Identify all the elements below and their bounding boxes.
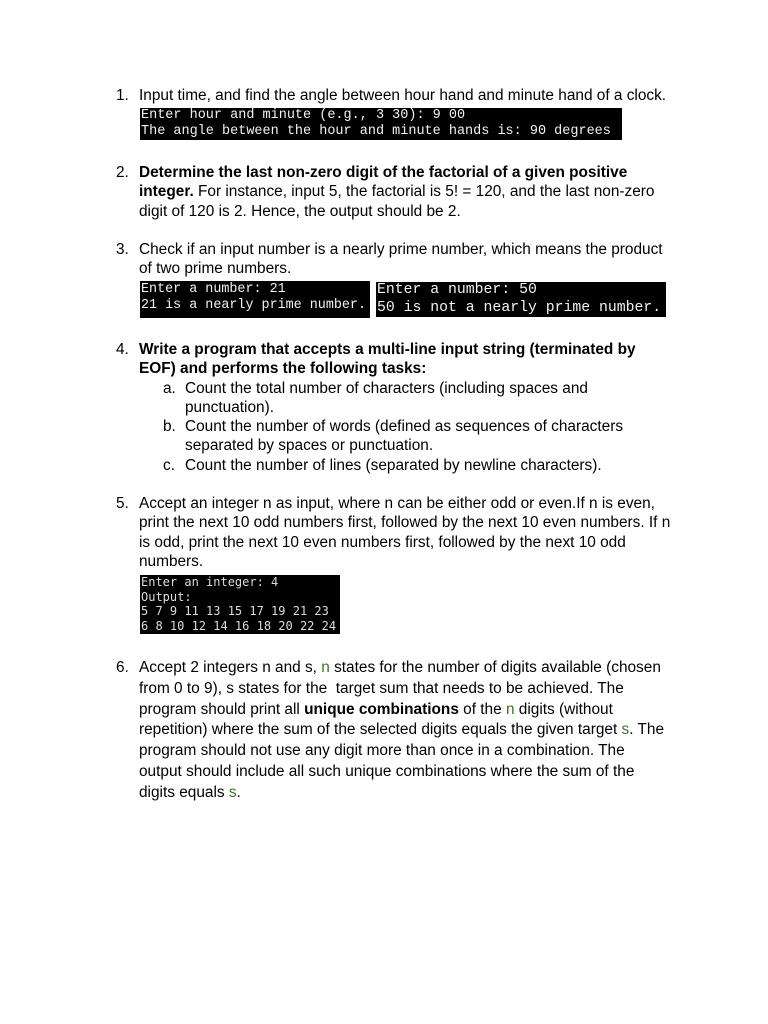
list-item-3 [0, 240, 768, 279]
item-text: digits (without [514, 700, 613, 718]
item-text-line [139, 202, 768, 221]
bold-text: Write a program that accepts a multi-line input string (terminated by [139, 341, 636, 358]
item-text: from 0 to 9), s states for the target sum that needs to be achieved. The [139, 679, 624, 697]
item-text-line [139, 783, 768, 804]
sub-item-text-line [185, 456, 768, 475]
bold-text: EOF) and performs the following tasks: [139, 360, 427, 378]
bold-text: unique combinations [304, 700, 459, 718]
item-text: states for the number of digits available (chosen [329, 659, 661, 676]
item-text-line [139, 533, 768, 552]
item-text: program should not use any digit more than once in a combination. The [139, 742, 625, 760]
console-output [140, 108, 622, 140]
variable-text: n [321, 659, 330, 676]
item-text: digit of 120 is 2. Hence, the output should be 2. [139, 202, 461, 220]
list-number: 4. [116, 341, 129, 358]
variable-text: n [505, 700, 515, 718]
list-number: 5. [116, 495, 129, 512]
console-line: The angle between the hour and minute hands is: 90 degrees [141, 124, 611, 139]
item-text: of two prime numbers. [139, 260, 292, 278]
item-text-line [139, 658, 768, 679]
console-line: 6 8 10 12 14 16 18 20 22 24 [141, 618, 337, 633]
list-item-1 [0, 86, 768, 105]
item-text: . [236, 783, 241, 801]
item-text: is odd, print the next 10 even numbers first, followed by the next 10 odd [139, 533, 626, 551]
variable-text: s [228, 783, 237, 801]
sub-item-letter: a. [163, 379, 176, 397]
list-number: 6. [116, 659, 129, 676]
console-line: Enter hour and minute (e.g., 3 30): 9 00 [141, 108, 466, 123]
item-text: Check if an input number is a nearly prime number, which means the product [139, 241, 663, 258]
item-text: output should include all such unique combinations where the sum of the [139, 762, 635, 780]
item-text-line [139, 679, 768, 700]
list-number: 3. [116, 241, 129, 258]
item-text-line [139, 86, 768, 105]
sub-item-text-line [185, 436, 768, 455]
item-text-line [139, 163, 768, 182]
item-text: digits equals [139, 783, 229, 801]
item-text-line [139, 552, 768, 571]
item-text-line [139, 259, 768, 278]
item-text: of the [458, 700, 506, 718]
sub-item-text-line [185, 417, 768, 436]
item-text: . The [629, 721, 665, 739]
console-output [140, 575, 340, 634]
console-line: Enter a number: 50 [377, 282, 537, 298]
sub-item-a [0, 379, 768, 418]
item-text: Count the number of lines (separated by newline characters). [185, 456, 602, 474]
item-text-line [139, 762, 768, 783]
item-text-line [139, 741, 768, 762]
console-line: Output: [141, 589, 192, 604]
bold-text: integer. [139, 183, 194, 201]
sub-item-letter: b. [163, 418, 176, 436]
sub-item-b [0, 417, 768, 456]
console-line: 50 is not a nearly prime number. [377, 299, 662, 316]
console-line: 5 7 9 11 13 15 17 19 21 23 [141, 604, 329, 618]
console-output [140, 281, 370, 318]
variable-text: s [621, 721, 630, 739]
item-text: Count the total number of characters (including spaces and [185, 379, 588, 397]
item-text: repetition) where the sum of the selected digits equals the given target [139, 721, 622, 739]
sub-item-text-line [185, 379, 768, 398]
item-text: program should print all [139, 700, 305, 718]
sub-item-letter: c. [163, 456, 175, 474]
bold-text: Determine the last non-zero digit of the factorial of a given positive [139, 164, 628, 181]
item-text: Input time, and find the angle between hour hand and minute hand of a clock. [139, 87, 667, 104]
sub-item-c [0, 456, 768, 475]
console-output [376, 282, 666, 317]
item-text-line [139, 494, 768, 513]
list-item-2 [0, 163, 768, 221]
item-text-line [139, 182, 768, 201]
list-item-4 [0, 340, 768, 475]
item-text-line [139, 720, 768, 741]
item-text-line [139, 513, 768, 532]
item-text: punctuation). [185, 398, 274, 416]
item-text: print the next 10 odd numbers first, followed by the next 10 even numbers. If n [139, 514, 671, 532]
item-text-line [139, 700, 768, 721]
item-text: separated by spaces or punctuation. [185, 437, 434, 455]
item-text: Count the number of words (defined as sequences of characters [185, 418, 624, 436]
list-number: 1. [116, 87, 129, 104]
sub-item-text-line [185, 398, 768, 417]
list-item-5 [0, 494, 768, 571]
item-text-line [139, 359, 768, 378]
item-text: For instance, input 5, the factorial is 5! = 120, and the last non-zero [193, 183, 655, 201]
console-line: Enter an integer: 4 [141, 575, 279, 589]
item-text: Accept 2 integers n and s, [139, 659, 322, 676]
item-text: Accept an integer n as input, where n can be either odd or even.If n is even, [139, 495, 655, 512]
console-line: 21 is a nearly prime number. [141, 298, 366, 313]
list-number: 2. [116, 164, 129, 181]
list-item-6 [0, 658, 768, 804]
item-text: numbers. [139, 552, 204, 570]
item-text-line [139, 340, 768, 359]
console-line: Enter a number: 21 [141, 282, 286, 297]
item-text-line [139, 240, 768, 259]
